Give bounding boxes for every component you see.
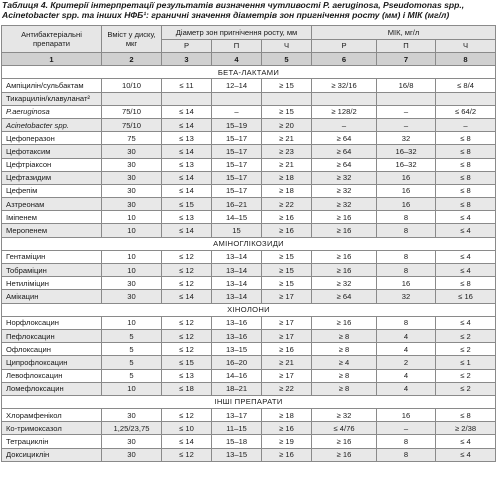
zone-s-cell: ≥ 18 (262, 171, 312, 184)
drug-name-cell: Цефтріаксон (2, 158, 102, 171)
mic-i-cell: 8 (377, 211, 436, 224)
mic-s-cell: ≥ 2/38 (436, 422, 496, 435)
zone-i-cell: – (212, 105, 262, 118)
mic-s-cell: ≤ 4 (436, 435, 496, 448)
zone-s-cell: ≥ 15 (262, 105, 312, 118)
zone-i-cell: 15–17 (212, 184, 262, 197)
zone-i-cell: 16–21 (212, 198, 262, 211)
mic-s-cell: ≤ 2 (436, 369, 496, 382)
zone-r-cell: ≤ 12 (162, 409, 212, 422)
zone-r-cell: ≤ 15 (162, 356, 212, 369)
table-row (2, 422, 496, 435)
table-row (2, 343, 496, 356)
mic-r-cell: ≥ 32 (312, 171, 377, 184)
zone-i-cell: 13–15 (212, 343, 262, 356)
zone-s-cell: ≥ 15 (262, 250, 312, 263)
mic-r-cell: ≥ 16 (312, 264, 377, 277)
section-title: ХІНОЛОНИ (2, 303, 496, 316)
zone-r-cell: ≤ 13 (162, 158, 212, 171)
mic-r-cell: ≥ 16 (312, 316, 377, 329)
mic-i-cell: 8 (377, 316, 436, 329)
disc-cell: 10 (102, 224, 162, 237)
mic-r-cell: ≥ 8 (312, 382, 377, 395)
mic-r-cell (312, 92, 377, 105)
mic-i-cell: 16–32 (377, 145, 436, 158)
mic-s-cell: ≤ 8 (436, 171, 496, 184)
table-row (2, 448, 496, 461)
disc-cell: 30 (102, 448, 162, 461)
drug-name-cell: Гентаміцин (2, 250, 102, 263)
table-row (2, 211, 496, 224)
section-header-row (2, 66, 496, 79)
disc-cell: 30 (102, 198, 162, 211)
mic-r-cell: ≥ 32/16 (312, 79, 377, 92)
zone-s-cell: ≥ 17 (262, 290, 312, 303)
drug-name-cell: Цефтазидим (2, 171, 102, 184)
zone-s-cell: ≥ 16 (262, 211, 312, 224)
zone-s-cell: ≥ 21 (262, 158, 312, 171)
zone-r-cell: ≤ 12 (162, 448, 212, 461)
zone-s-cell: ≥ 15 (262, 277, 312, 290)
table-row (2, 435, 496, 448)
mic-s-cell: ≤ 8 (436, 145, 496, 158)
mic-i-cell: 16 (377, 277, 436, 290)
disc-cell: 30 (102, 171, 162, 184)
drug-name-cell: Цефотаксим (2, 145, 102, 158)
mic-r-cell: ≥ 16 (312, 250, 377, 263)
mic-i-cell: 16 (377, 171, 436, 184)
drug-name-cell: Тобраміцин (2, 264, 102, 277)
mic-i-cell: 4 (377, 343, 436, 356)
disc-cell: 30 (102, 409, 162, 422)
mic-r-cell: ≥ 8 (312, 329, 377, 342)
zone-i-cell: 15–17 (212, 171, 262, 184)
column-number: 7 (377, 53, 436, 66)
table-row (2, 145, 496, 158)
zone-r-cell: ≤ 15 (162, 198, 212, 211)
zone-i-cell: 11–15 (212, 422, 262, 435)
zone-s-cell: ≥ 21 (262, 132, 312, 145)
mic-i-cell: 32 (377, 290, 436, 303)
mic-i-cell: 2 (377, 356, 436, 369)
drug-name-cell: Цефепім (2, 184, 102, 197)
column-number: 5 (262, 53, 312, 66)
zone-s-cell: ≥ 17 (262, 329, 312, 342)
mic-r-cell: ≥ 16 (312, 211, 377, 224)
mic-s-cell: ≤ 16 (436, 290, 496, 303)
zone-r-cell: ≤ 18 (162, 382, 212, 395)
mic-r-cell: ≥ 16 (312, 224, 377, 237)
header-mic: МІК, мг/л (312, 26, 496, 40)
mic-i-cell: 8 (377, 250, 436, 263)
mic-s-cell: ≤ 2 (436, 329, 496, 342)
drug-name-cell: Офлоксацин (2, 343, 102, 356)
zone-i-cell: 13–14 (212, 264, 262, 277)
zone-s-cell: ≥ 19 (262, 435, 312, 448)
mic-i-cell: 4 (377, 329, 436, 342)
table-row (2, 409, 496, 422)
zone-s-cell: ≥ 21 (262, 356, 312, 369)
mic-s-cell: ≤ 8 (436, 132, 496, 145)
mic-r-cell: ≥ 32 (312, 409, 377, 422)
zone-i-cell: 15–17 (212, 132, 262, 145)
zone-i-cell: 15 (212, 224, 262, 237)
drug-name-cell: Ко-тримоксазол (2, 422, 102, 435)
table-row (2, 250, 496, 263)
disc-cell: 75 (102, 132, 162, 145)
disc-cell: 30 (102, 290, 162, 303)
zone-r-cell: ≤ 12 (162, 264, 212, 277)
table-row (2, 264, 496, 277)
disc-cell: 10 (102, 211, 162, 224)
table-row (2, 105, 496, 118)
zone-s-cell: ≥ 16 (262, 448, 312, 461)
zone-i-cell: 13–16 (212, 316, 262, 329)
zone-r-cell: ≤ 13 (162, 211, 212, 224)
disc-cell (102, 92, 162, 105)
mic-s-cell (436, 92, 496, 105)
disc-cell: 30 (102, 277, 162, 290)
zone-i-cell: 14–15 (212, 211, 262, 224)
zone-s-cell: ≥ 16 (262, 343, 312, 356)
zone-s-cell: ≥ 22 (262, 382, 312, 395)
zone-i-cell: 14–16 (212, 369, 262, 382)
mic-i-cell: 8 (377, 435, 436, 448)
mic-s-cell: ≤ 2 (436, 382, 496, 395)
mic-r-cell: ≥ 64 (312, 145, 377, 158)
drug-name-cell: Норфлоксацин (2, 316, 102, 329)
mic-s-cell: ≤ 4 (436, 448, 496, 461)
table-row (2, 382, 496, 395)
zone-r-cell: ≤ 11 (162, 79, 212, 92)
mic-s-cell: ≤ 4 (436, 264, 496, 277)
disc-cell: 30 (102, 435, 162, 448)
zone-s-cell: ≥ 15 (262, 79, 312, 92)
mic-s-cell: ≤ 8/4 (436, 79, 496, 92)
zone-r-cell: ≤ 14 (162, 224, 212, 237)
zone-s-cell: ≥ 17 (262, 369, 312, 382)
table-row (2, 277, 496, 290)
mic-s-cell: – (436, 118, 496, 131)
zone-i-cell: 13–14 (212, 290, 262, 303)
header-number-row (2, 53, 496, 66)
table-row (2, 290, 496, 303)
zone-r-cell: ≤ 13 (162, 132, 212, 145)
zone-r-cell: ≤ 14 (162, 145, 212, 158)
drug-name-cell: Левофлоксацин (2, 369, 102, 382)
mic-s-cell: ≤ 8 (436, 277, 496, 290)
mic-s-cell: ≤ 8 (436, 184, 496, 197)
table-row (2, 132, 496, 145)
disc-cell: 5 (102, 356, 162, 369)
mic-i-cell: 8 (377, 264, 436, 277)
table-row (2, 356, 496, 369)
mic-r-cell: ≥ 8 (312, 343, 377, 356)
table-row (2, 158, 496, 171)
zone-i-cell: 13–14 (212, 250, 262, 263)
column-number: 3 (162, 53, 212, 66)
table-row (2, 316, 496, 329)
zone-r-cell: ≤ 12 (162, 250, 212, 263)
zone-i-cell: 15–17 (212, 158, 262, 171)
section-header-row (2, 237, 496, 250)
drug-name-cell: Пефлоксацин (2, 329, 102, 342)
header-sub: Р (162, 39, 212, 53)
header-disc: Вміст у диску, мкг (102, 26, 162, 53)
zone-i-cell: 13–16 (212, 329, 262, 342)
zone-r-cell: ≤ 12 (162, 277, 212, 290)
zone-r-cell: ≤ 14 (162, 118, 212, 131)
drug-name-cell: Азтреонам (2, 198, 102, 211)
mic-r-cell: ≤ 4/76 (312, 422, 377, 435)
mic-r-cell: ≥ 32 (312, 198, 377, 211)
zone-s-cell: ≥ 23 (262, 145, 312, 158)
mic-i-cell: – (377, 118, 436, 131)
mic-s-cell: ≤ 2 (436, 343, 496, 356)
mic-s-cell: ≤ 8 (436, 409, 496, 422)
zone-i-cell: 12–14 (212, 79, 262, 92)
drug-name-cell: Тикарцилін/клавуланат² (2, 92, 102, 105)
zone-s-cell: ≥ 22 (262, 198, 312, 211)
zone-s-cell: ≥ 16 (262, 422, 312, 435)
table-row (2, 92, 496, 105)
disc-cell: 75/10 (102, 118, 162, 131)
zone-i-cell: 15–17 (212, 145, 262, 158)
disc-cell: 5 (102, 329, 162, 342)
table-row (2, 198, 496, 211)
mic-i-cell: 16/8 (377, 79, 436, 92)
zone-s-cell: ≥ 16 (262, 224, 312, 237)
zone-i-cell: 15–19 (212, 118, 262, 131)
mic-r-cell: ≥ 16 (312, 435, 377, 448)
drug-name-cell: Меропенем (2, 224, 102, 237)
zone-i-cell: 13–15 (212, 448, 262, 461)
mic-i-cell: 8 (377, 224, 436, 237)
mic-i-cell: – (377, 105, 436, 118)
zone-r-cell: ≤ 14 (162, 171, 212, 184)
drug-name-cell: Нетиліміцин (2, 277, 102, 290)
disc-cell: 30 (102, 184, 162, 197)
zone-r-cell: ≤ 13 (162, 369, 212, 382)
zone-r-cell: ≤ 14 (162, 435, 212, 448)
mic-r-cell: ≥ 64 (312, 290, 377, 303)
column-number: 6 (312, 53, 377, 66)
mic-r-cell: ≥ 8 (312, 369, 377, 382)
table-caption: Таблиця 4. Критерії інтерпретації результатів визначення чутливості P. aeruginosa, Pseudomonas spp., Acinetobacter spp. та інших НФБ¹: граничні значення діаметрів зон пригнічення росту (мм) і МІК (мг/л) (2, 0, 465, 20)
zone-r-cell: ≤ 12 (162, 329, 212, 342)
disc-cell: 5 (102, 343, 162, 356)
zone-s-cell: ≥ 18 (262, 409, 312, 422)
zone-i-cell: 16–20 (212, 356, 262, 369)
drug-name-cell: Хлорамфенікол (2, 409, 102, 422)
drug-name-cell: Цефоперазон (2, 132, 102, 145)
mic-r-cell: ≥ 128/2 (312, 105, 377, 118)
disc-cell: 10 (102, 264, 162, 277)
drug-name-cell: Acinetobacter spp. (2, 118, 102, 131)
disc-cell: 10 (102, 382, 162, 395)
disc-cell: 10 (102, 250, 162, 263)
header-drug: Антибактеріальні препарати (2, 26, 102, 53)
table-row (2, 369, 496, 382)
header-zone: Діаметр зон пригнічення росту, мм (162, 26, 312, 40)
mic-i-cell: 8 (377, 448, 436, 461)
zone-s-cell (262, 92, 312, 105)
mic-r-cell: ≥ 64 (312, 158, 377, 171)
table-row (2, 224, 496, 237)
mic-i-cell: 16–32 (377, 158, 436, 171)
table-row (2, 329, 496, 342)
table-row (2, 118, 496, 131)
mic-i-cell: 16 (377, 184, 436, 197)
zone-r-cell (162, 92, 212, 105)
zone-i-cell: 13–14 (212, 277, 262, 290)
mic-s-cell: ≤ 4 (436, 250, 496, 263)
zone-r-cell: ≤ 14 (162, 105, 212, 118)
zone-i-cell: 18–21 (212, 382, 262, 395)
mic-i-cell: – (377, 422, 436, 435)
drug-name-cell: Ампіцилін/сульбактам (2, 79, 102, 92)
zone-i-cell (212, 92, 262, 105)
table-row (2, 171, 496, 184)
mic-r-cell: ≥ 4 (312, 356, 377, 369)
zone-s-cell: ≥ 17 (262, 316, 312, 329)
drug-name-cell: Ципрофлоксацин (2, 356, 102, 369)
mic-r-cell: ≥ 32 (312, 277, 377, 290)
mic-r-cell: ≥ 16 (312, 448, 377, 461)
section-header-row (2, 395, 496, 408)
susceptibility-table (1, 25, 496, 462)
mic-i-cell: 32 (377, 132, 436, 145)
disc-cell: 10/10 (102, 79, 162, 92)
section-title: АМІНОГЛІКОЗИДИ (2, 237, 496, 250)
mic-s-cell: ≤ 8 (436, 158, 496, 171)
header-sub: П (212, 39, 262, 53)
mic-r-cell: – (312, 118, 377, 131)
mic-i-cell (377, 92, 436, 105)
drug-name-cell: Ломефлоксацин (2, 382, 102, 395)
table-body (2, 66, 496, 462)
header-sub: Ч (436, 39, 496, 53)
disc-cell: 10 (102, 316, 162, 329)
zone-s-cell: ≥ 20 (262, 118, 312, 131)
drug-name-cell: Доксициклін (2, 448, 102, 461)
header-sub: П (377, 39, 436, 53)
table-row (2, 184, 496, 197)
mic-i-cell: 16 (377, 198, 436, 211)
drug-name-cell: Іміпенем (2, 211, 102, 224)
column-number: 1 (2, 53, 102, 66)
zone-i-cell: 13–17 (212, 409, 262, 422)
mic-r-cell: ≥ 32 (312, 184, 377, 197)
table-row (2, 79, 496, 92)
zone-r-cell: ≤ 12 (162, 316, 212, 329)
header-row-1 (2, 26, 496, 40)
disc-cell: 1,25/23,75 (102, 422, 162, 435)
mic-s-cell: ≤ 4 (436, 211, 496, 224)
drug-name-cell: P.aeruginosa (2, 105, 102, 118)
disc-cell: 5 (102, 369, 162, 382)
mic-i-cell: 4 (377, 382, 436, 395)
header-sub: Ч (262, 39, 312, 53)
mic-r-cell: ≥ 64 (312, 132, 377, 145)
column-number: 8 (436, 53, 496, 66)
drug-name-cell: Амікацин (2, 290, 102, 303)
mic-s-cell: ≤ 64/2 (436, 105, 496, 118)
mic-s-cell: ≤ 8 (436, 198, 496, 211)
section-title: БЕТА-ЛАКТАМИ (2, 66, 496, 79)
zone-r-cell: ≤ 14 (162, 290, 212, 303)
zone-r-cell: ≤ 10 (162, 422, 212, 435)
zone-s-cell: ≥ 15 (262, 264, 312, 277)
mic-s-cell: ≤ 4 (436, 316, 496, 329)
section-title: ІНШІ ПРЕПАРАТИ (2, 395, 496, 408)
section-header-row (2, 303, 496, 316)
column-number: 4 (212, 53, 262, 66)
zone-i-cell: 15–18 (212, 435, 262, 448)
zone-r-cell: ≤ 12 (162, 343, 212, 356)
disc-cell: 75/10 (102, 105, 162, 118)
mic-i-cell: 4 (377, 369, 436, 382)
header-sub: Р (312, 39, 377, 53)
disc-cell: 30 (102, 145, 162, 158)
mic-i-cell: 16 (377, 409, 436, 422)
mic-s-cell: ≤ 1 (436, 356, 496, 369)
column-number: 2 (102, 53, 162, 66)
disc-cell: 30 (102, 158, 162, 171)
mic-s-cell: ≤ 4 (436, 224, 496, 237)
zone-s-cell: ≥ 18 (262, 184, 312, 197)
zone-r-cell: ≤ 14 (162, 184, 212, 197)
drug-name-cell: Тетрациклін (2, 435, 102, 448)
